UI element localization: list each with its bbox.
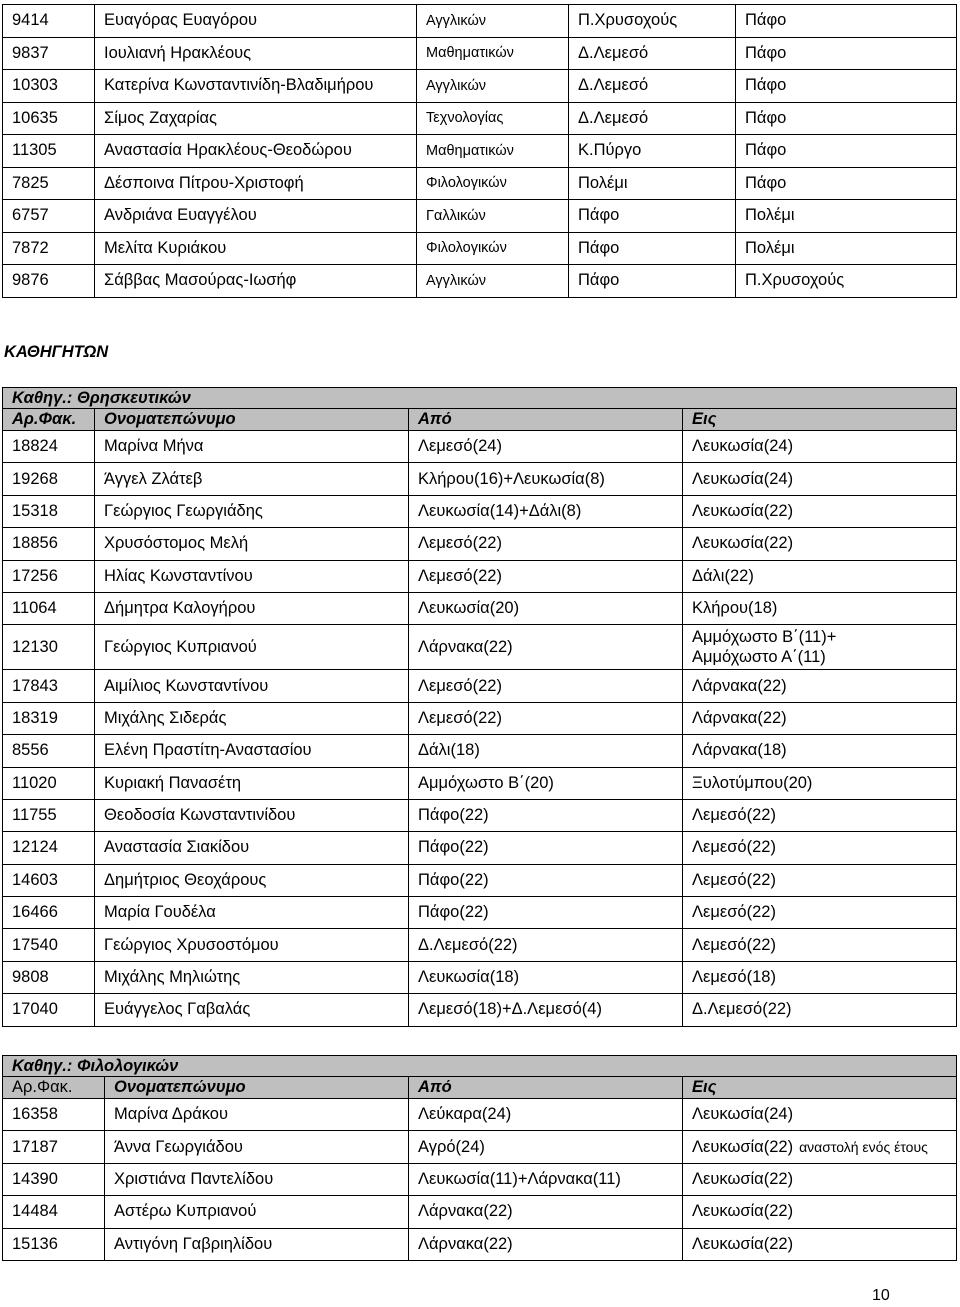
header-to: Εις [683, 409, 957, 431]
table-row [3, 135, 957, 168]
religion-caption: Καθηγ.: Θρησκευτικών [3, 388, 957, 409]
file-number-cell: 7872 [3, 232, 95, 265]
from-cell: Π.Χρυσοχούς [569, 5, 736, 38]
page-number: 10 [872, 1287, 890, 1304]
top-transfer-table [2, 4, 957, 298]
file-number-cell: 7825 [3, 167, 95, 200]
table-row [3, 670, 957, 702]
file-number-cell: 14484 [3, 1196, 105, 1228]
from-cell: Πάφο(22) [409, 832, 683, 864]
to-value: Λευκωσία(22) [692, 1137, 794, 1156]
header-full-name: Ονοματεπώνυμο [105, 1077, 409, 1099]
from-cell: Λευκωσία(18) [409, 961, 683, 993]
table-row [3, 102, 957, 135]
file-number-cell: 18856 [3, 528, 95, 560]
to-cell: Πάφο [736, 167, 957, 200]
name-cell: Ηλίας Κωνσταντίνου [95, 560, 409, 592]
table-row [3, 625, 957, 670]
to-cell: Λεμεσό(22) [683, 864, 957, 896]
to-cell: Λευκωσία(22) [683, 495, 957, 527]
to-cell: Κλήρου(18) [683, 592, 957, 624]
file-number-cell: 17843 [3, 670, 95, 702]
name-cell: Ευάγγελος Γαβαλάς [95, 994, 409, 1026]
from-cell: Λευκωσία(14)+Δάλι(8) [409, 495, 683, 527]
name-cell: Αστέρω Κυπριανού [105, 1196, 409, 1228]
from-cell: Λεμεσό(22) [409, 528, 683, 560]
name-cell: Μιχάλης Σιδεράς [95, 702, 409, 734]
name-cell: Δημήτριος Θεοχάρους [95, 864, 409, 896]
file-number-cell: 9837 [3, 37, 95, 70]
table-row [3, 735, 957, 767]
table-row [3, 799, 957, 831]
to-value: Λευκωσία(22) [692, 1202, 794, 1221]
to-cell: Λευκωσία(24) [683, 431, 957, 463]
file-number-cell: 16358 [3, 1099, 105, 1131]
header-to: Εις [683, 1077, 957, 1099]
table-row [3, 495, 957, 527]
to-cell: Λεμεσό(22) [683, 832, 957, 864]
to-cell [683, 625, 957, 670]
table-row [3, 167, 957, 200]
file-number-cell: 15136 [3, 1228, 105, 1260]
from-cell: Δ.Λεμεσό [569, 102, 736, 135]
name-cell: Ελένη Πραστίτη-Αναστασίου [95, 735, 409, 767]
subject-cell: Τεχνολογίας [417, 102, 569, 135]
to-cell: Δάλι(22) [683, 560, 957, 592]
from-cell: Πάφο [569, 200, 736, 233]
to-cell: Πάφο [736, 102, 957, 135]
from-cell: Λεμεσό(24) [409, 431, 683, 463]
name-cell: Γεώργιος Γεωργιάδης [95, 495, 409, 527]
subject-cell: Φιλολογικών [417, 232, 569, 265]
to-cell [683, 1228, 957, 1260]
to-cell: Λεμεσό(22) [683, 799, 957, 831]
to-cell: Πάφο [736, 37, 957, 70]
from-cell: Λεύκαρα(24) [409, 1099, 683, 1131]
name-cell: Μαρίνα Μήνα [95, 431, 409, 463]
file-number-cell: 15318 [3, 495, 95, 527]
file-number-cell: 11305 [3, 135, 95, 168]
name-cell: Αναστασία Ηρακλέους-Θεοδώρου [95, 135, 417, 168]
file-number-cell: 9808 [3, 961, 95, 993]
from-cell: Πάφο(22) [409, 897, 683, 929]
subject-cell: Αγγλικών [417, 5, 569, 38]
table-row [3, 1099, 957, 1131]
name-cell: Αντιγόνη Γαβριηλίδου [105, 1228, 409, 1260]
file-number-cell: 17187 [3, 1131, 105, 1163]
philology-table [2, 1055, 957, 1261]
name-cell: Αναστασία Σιακίδου [95, 832, 409, 864]
to-cell: Λεμεσό(22) [683, 897, 957, 929]
header-file-number: Αρ.Φακ. [3, 1077, 105, 1099]
to-cell [683, 1196, 957, 1228]
name-cell: Σάββας Μασούρας-Ιωσήφ [95, 265, 417, 298]
table-row [3, 961, 957, 993]
table-row [3, 864, 957, 896]
name-cell: Δέσποινα Πίτρου-Χριστοφή [95, 167, 417, 200]
to-value: Λευκωσία(22) [692, 1234, 794, 1253]
from-cell: Πάφο(22) [409, 864, 683, 896]
to-cell: Λάρνακα(22) [683, 670, 957, 702]
subject-cell: Φιλολογικών [417, 167, 569, 200]
file-number-cell: 9414 [3, 5, 95, 38]
to-cell: Πάφο [736, 5, 957, 38]
note-text: αναστολή ενός έτους [799, 1138, 928, 1155]
from-cell: Κ.Πύργο [569, 135, 736, 168]
to-cell: Πάφο [736, 135, 957, 168]
name-cell: Δήμητρα Καλογήρου [95, 592, 409, 624]
table-row [3, 560, 957, 592]
file-number-cell: 8556 [3, 735, 95, 767]
table-row [3, 994, 957, 1026]
to-cell: Λάρνακα(22) [683, 702, 957, 734]
name-cell: Ευαγόρας Ευαγόρου [95, 5, 417, 38]
file-number-cell: 14603 [3, 864, 95, 896]
name-cell: Χριστιάνα Παντελίδου [105, 1163, 409, 1195]
from-cell: Δάλι(18) [409, 735, 683, 767]
table-row [3, 265, 957, 298]
subject-cell: Αγγλικών [417, 70, 569, 103]
table-row [3, 1228, 957, 1260]
table-row [3, 431, 957, 463]
to-cell: Λάρνακα(18) [683, 735, 957, 767]
name-cell: Μελίτα Κυριάκου [95, 232, 417, 265]
name-cell: Ιουλιανή Ηρακλέους [95, 37, 417, 70]
table-row [3, 232, 957, 265]
subject-cell: Μαθηματικών [417, 135, 569, 168]
from-cell: Κλήρου(16)+Λευκωσία(8) [409, 463, 683, 495]
name-cell: Κατερίνα Κωνσταντινίδη-Βλαδιμήρου [95, 70, 417, 103]
name-cell: Κυριακή Πανασέτη [95, 767, 409, 799]
file-number-cell: 11755 [3, 799, 95, 831]
to-cell: Πάφο [736, 70, 957, 103]
table-row [3, 767, 957, 799]
name-cell: Μιχάλης Μηλιώτης [95, 961, 409, 993]
file-number-cell: 11064 [3, 592, 95, 624]
to-cell: Πολέμι [736, 232, 957, 265]
table-row [3, 528, 957, 560]
table-row [3, 5, 957, 38]
from-cell: Αμμόχωστο Β΄(20) [409, 767, 683, 799]
file-number-cell: 14390 [3, 1163, 105, 1195]
from-cell: Λάρνακα(22) [409, 1228, 683, 1260]
from-cell: Λευκωσία(20) [409, 592, 683, 624]
section-title: ΚΑΘΗΓΗΤΩΝ [4, 343, 109, 361]
from-cell: Λεμεσό(18)+Δ.Λεμεσό(4) [409, 994, 683, 1026]
file-number-cell: 16466 [3, 897, 95, 929]
name-cell: Χρυσόστομος Μελή [95, 528, 409, 560]
name-cell: Γεώργιος Χρυσοστόμου [95, 929, 409, 961]
to-cell: Λευκωσία(22) [683, 528, 957, 560]
table-row [3, 463, 957, 495]
from-cell: Πάφο [569, 265, 736, 298]
name-cell: Γεώργιος Κυπριανού [95, 625, 409, 670]
name-cell: Άγγελ Ζλάτεβ [95, 463, 409, 495]
from-cell: Λάρνακα(22) [409, 1196, 683, 1228]
from-cell: Δ.Λεμεσό [569, 70, 736, 103]
table-row [3, 832, 957, 864]
file-number-cell: 12124 [3, 832, 95, 864]
header-full-name: Ονοματεπώνυμο [95, 409, 409, 431]
file-number-cell: 6757 [3, 200, 95, 233]
file-number-cell: 10303 [3, 70, 95, 103]
table-row [3, 1131, 957, 1163]
from-cell: Λάρνακα(22) [409, 625, 683, 670]
to-cell [683, 1131, 957, 1163]
table-row [3, 929, 957, 961]
name-cell: Αιμίλιος Κωνσταντίνου [95, 670, 409, 702]
from-cell: Λεμεσό(22) [409, 670, 683, 702]
to-value: Λευκωσία(24) [692, 1105, 794, 1124]
file-number-cell: 17540 [3, 929, 95, 961]
from-cell: Λεμεσό(22) [409, 702, 683, 734]
from-cell: Αγρό(24) [409, 1131, 683, 1163]
name-cell: Μαρίνα Δράκου [105, 1099, 409, 1131]
from-cell: Πολέμι [569, 167, 736, 200]
from-cell: Δ.Λεμεσό(22) [409, 929, 683, 961]
to-cell: Λευκωσία(24) [683, 463, 957, 495]
file-number-cell: 18824 [3, 431, 95, 463]
from-cell: Δ.Λεμεσό [569, 37, 736, 70]
to-line-1: Αμμόχωστο Β΄(11)+ [692, 628, 837, 647]
to-value: Λευκωσία(22) [692, 1169, 794, 1188]
file-number-cell: 11020 [3, 767, 95, 799]
to-cell: Λεμεσό(18) [683, 961, 957, 993]
subject-cell: Γαλλικών [417, 200, 569, 233]
name-cell: Σίμος Ζαχαρίας [95, 102, 417, 135]
file-number-cell: 17040 [3, 994, 95, 1026]
file-number-cell: 18319 [3, 702, 95, 734]
to-cell: Πολέμι [736, 200, 957, 233]
header-from: Από [409, 1077, 683, 1099]
table-row [3, 897, 957, 929]
to-cell: Π.Χρυσοχούς [736, 265, 957, 298]
subject-cell: Αγγλικών [417, 265, 569, 298]
name-cell: Θεοδοσία Κωνσταντινίδου [95, 799, 409, 831]
to-cell: Ξυλοτύμπου(20) [683, 767, 957, 799]
table-row [3, 200, 957, 233]
table-row [3, 592, 957, 624]
name-cell: Ανδριάνα Ευαγγέλου [95, 200, 417, 233]
to-cell [683, 1099, 957, 1131]
from-cell: Λεμεσό(22) [409, 560, 683, 592]
from-cell: Πάφο(22) [409, 799, 683, 831]
from-cell: Πάφο [569, 232, 736, 265]
file-number-cell: 10635 [3, 102, 95, 135]
file-number-cell: 19268 [3, 463, 95, 495]
philology-caption: Καθηγ.: Φιλολογικών [3, 1056, 957, 1077]
file-number-cell: 12130 [3, 625, 95, 670]
name-cell: Μαρία Γουδέλα [95, 897, 409, 929]
table-row [3, 1196, 957, 1228]
table-row [3, 702, 957, 734]
name-cell: Άννα Γεωργιάδου [105, 1131, 409, 1163]
file-number-cell: 9876 [3, 265, 95, 298]
file-number-cell: 17256 [3, 560, 95, 592]
header-from: Από [409, 409, 683, 431]
header-file-number: Αρ.Φακ. [3, 409, 95, 431]
from-cell: Λευκωσία(11)+Λάρνακα(11) [409, 1163, 683, 1195]
table-row [3, 1163, 957, 1195]
to-cell: Δ.Λεμεσό(22) [683, 994, 957, 1026]
table-row [3, 37, 957, 70]
religion-table [2, 387, 957, 1027]
to-cell [683, 1163, 957, 1195]
to-cell: Λεμεσό(22) [683, 929, 957, 961]
subject-cell: Μαθηματικών [417, 37, 569, 70]
table-row [3, 70, 957, 103]
to-line-2: Αμμόχωστο Α΄(11) [692, 648, 826, 667]
